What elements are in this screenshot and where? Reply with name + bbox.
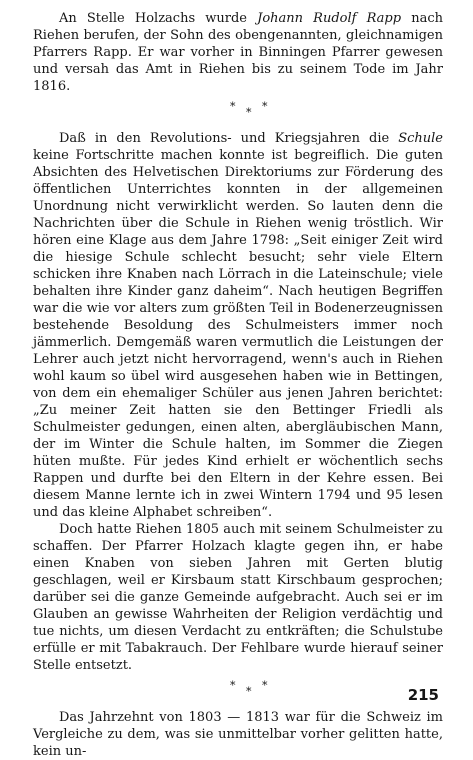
section-separator	[33, 676, 443, 699]
paragraph-jahrzehnt: Das Jahrzehnt von 1803 — 1813 war für die Schweiz im Vergleiche zu dem, was sie unmittelbar vorher gelitten hatte, kein un-	[33, 710, 443, 759]
section-separator	[33, 97, 443, 120]
separator-star: *	[262, 679, 268, 692]
emphasized-name: Johann Rudolf Rapp	[257, 11, 402, 26]
paragraph-schule: Daß in den Revolutions- und Kriegsjahren die Schule keine Fortschritte machen konnte ist begreiflich. Die guten Absichten des Helvetischen Direktoriums zur Förderung des öffentlichen Unterrichtes konnten in der allgemeinen Unordnung nicht verwirklicht werden. So lauten denn die Nachrichten über die Schule in Riehen wenig tröstlich. Wir hören eine Klage aus dem Jahre 1798: „Seit einiger Zeit wird die hiesige Schule schlecht besucht; sehr viele Eltern schicken ihre Knaben nach Lörrach in die Lateinschule; viele behalten ihre Kinder ganz daheim“. Nach heutigen Begriffen war die wie vor alters zum größten Teil in Bodenerzeugnissen bestehende Besoldung des Schulmeisters immer noch jämmerlich. Demgemäß waren vermutlich die Leistungen der Lehrer auch jetzt nicht hervorragend, wenn's auch in Riehen wohl kaum so übel wird ausgesehen haben wie in Bettingen, von dem ein ehemaliger Schüler aus jenen Jahren berichtet: „Zu meiner Zeit hatten sie den Bettinger Friedli als Schulmeister gedungen, einen alten, abergläubischen Mann, der im Winter die Schule halten, im Sommer die Ziegen hüten mußte. Für jedes Kind erhielt er wöchentlich sechs Rappen und durfte bei den Eltern in der Kehre essen. Bei diesem Manne lernte ich in zwei Wintern 1794 und 95 lesen und das kleine Alphabet schreiben“.	[33, 131, 443, 520]
paragraph-rapp: An Stelle Holzachs wurde Johann Rudolf Rapp nach Riehen berufen, der Sohn des obengenannten, gleichnamigen Pfarrers Rapp. Er war vorher in Binningen Pfarrer gewesen und versah das Amt in Riehen bis zu seinem Tode im Jahr 1816.	[33, 11, 443, 94]
separator-star: *	[230, 100, 236, 113]
emphasized-term: Schule	[398, 131, 443, 146]
separator-star: *	[246, 106, 252, 119]
separator-star: *	[262, 100, 268, 113]
separator-star: *	[246, 685, 252, 698]
page-number: 215	[407, 686, 439, 704]
paragraph-schulmeister: Doch hatte Riehen 1805 auch mit seinem Schulmeister zu schaffen. Der Pfarrer Holzach klagte gegen ihn, er habe einen Knaben von sieben Jahren mit Gerten blutig geschlagen, weil er Kirsbaum statt Kirschbaum gesprochen; darüber sei die ganze Gemeinde aufgebracht. Auch sei er im Glauben an gewisse Wahrheiten der Religion verdächtig und tue nichts, um diesen Verdacht zu entkräften; die Schulstube erfülle er mit Tabakrauch. Der Fehlbare wurde hierauf seiner Stelle entsetzt.	[33, 522, 443, 673]
body-text	[33, 10, 443, 760]
separator-star: *	[230, 679, 236, 692]
